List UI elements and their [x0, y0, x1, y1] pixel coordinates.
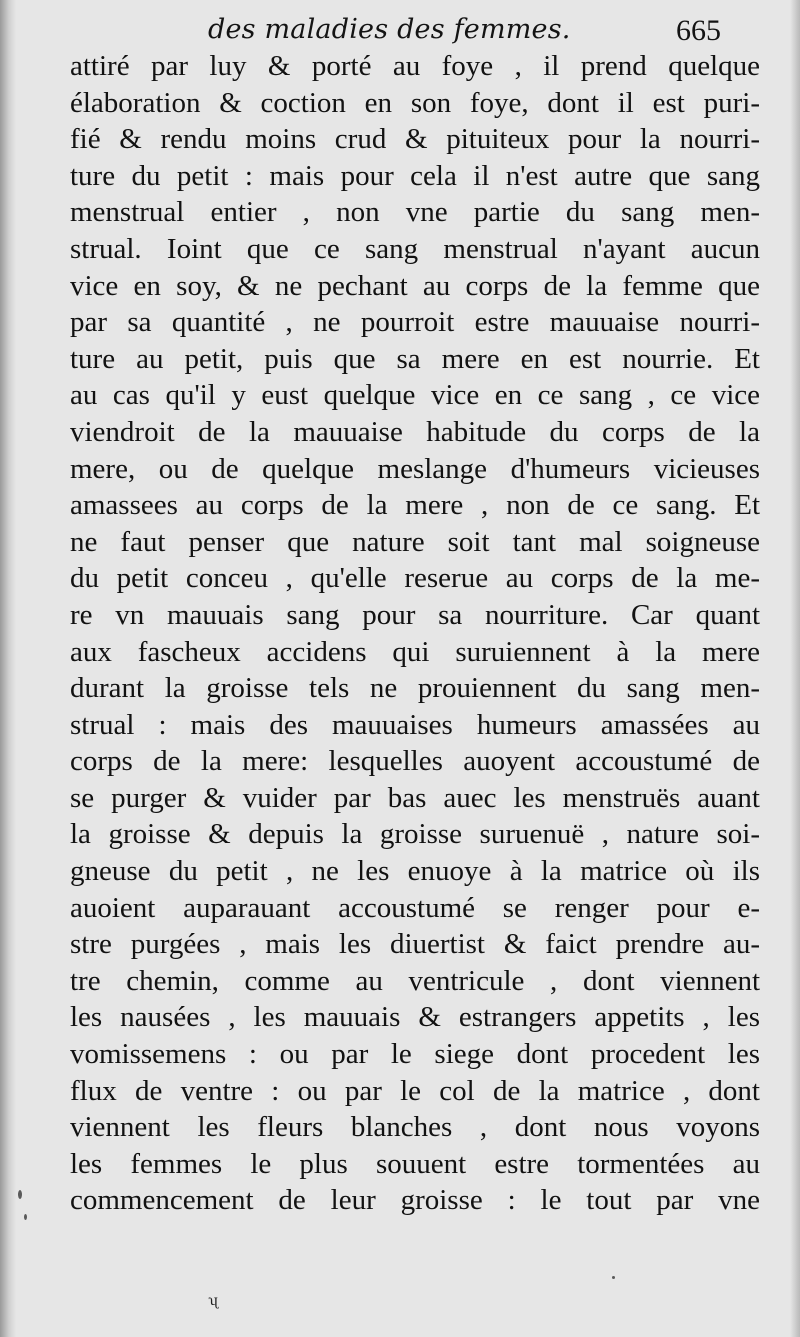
text-line: auoient auparauant accoustumé se renger pour e- [70, 891, 760, 924]
text-line: ne faut penser que nature soit tant mal soigneuse [70, 525, 760, 558]
text-line: gneuse du petit , ne les enuoye à la matrice où ils [70, 855, 760, 888]
text-line: ture du petit : mais pour cela il n'est autre que sang [70, 159, 760, 192]
text-line: élaboration & coction en son foye, dont il est puri- [70, 86, 760, 119]
text-line: mere, ou de quelque meslange d'humeurs vicieuses [70, 452, 760, 485]
text-line: stre purgées , mais les diuertist & faict prendre au- [70, 928, 760, 961]
text-line: vomissemens : ou par le siege dont procedent les [70, 1038, 760, 1071]
running-title: des maladies des femmes. [208, 14, 571, 45]
paper-speck [24, 1214, 27, 1220]
text-line: viendroit de la mauuaise habitude du corps de la [70, 415, 760, 448]
text-line: se purger & vuider par bas auec les menstruës auant [70, 781, 760, 814]
page-edge-left [0, 0, 16, 1337]
text-line: viennent les fleurs blanches , dont nous voyons [70, 1111, 760, 1144]
paper-speck [18, 1190, 22, 1199]
body-text [70, 48, 760, 1219]
text-line: corps de la mere: lesquelles auoyent accoustumé de [70, 745, 760, 778]
text-line: vice en soy, & ne pechant au corps de la femme que [70, 269, 760, 302]
text-line: strual : mais des mauuaises humeurs amassées au [70, 708, 760, 741]
text-line: amassees au corps de la mere , non de ce sang. Et [70, 489, 760, 522]
text-line: flux de ventre : ou par le col de la matrice , dont [70, 1074, 760, 1107]
text-line: commencement de leur groisse : le tout par vne [70, 1184, 760, 1217]
text-line: strual. Ioint que ce sang menstrual n'ayant aucun [70, 232, 760, 265]
text-line: menstrual entier , non vne partie du sang men- [70, 196, 760, 229]
text-line: attiré par luy & porté au foye , il prend quelque [70, 50, 760, 82]
text-line: tre chemin, comme au ventricule , dont viennent [70, 964, 760, 997]
paper-speck [612, 1276, 615, 1279]
text-line: les nausées , les mauuais & estrangers appetits , les [70, 1001, 760, 1034]
text-line: re vn mauuais sang pour sa nourriture. Car quant [70, 598, 760, 631]
text-line: les femmes le plus souuent estre tormentées au [70, 1147, 760, 1180]
text-line: durant la groisse tels ne prouiennent du sang men- [70, 672, 760, 705]
text-line: fié & rendu moins crud & pituiteux pour la nourri- [70, 123, 760, 156]
page-number: 665 [676, 14, 721, 47]
text-line: par sa quantité , ne pourroit estre mauuaise nourri- [70, 306, 760, 339]
page-edge-right [790, 0, 800, 1337]
text-line: ture au petit, puis que sa mere en est nourrie. Et [70, 342, 760, 375]
signature-mark: ʯ [208, 1292, 218, 1309]
text-line: du petit conceu , qu'elle reserue au corps de la me- [70, 562, 760, 595]
text-line: au cas qu'il y eust quelque vice en ce sang , ce vice [70, 379, 760, 412]
text-line: aux fascheux accidens qui suruiennent à la mere [70, 635, 760, 668]
text-line: la groisse & depuis la groisse suruenuë , nature soi- [70, 818, 760, 851]
